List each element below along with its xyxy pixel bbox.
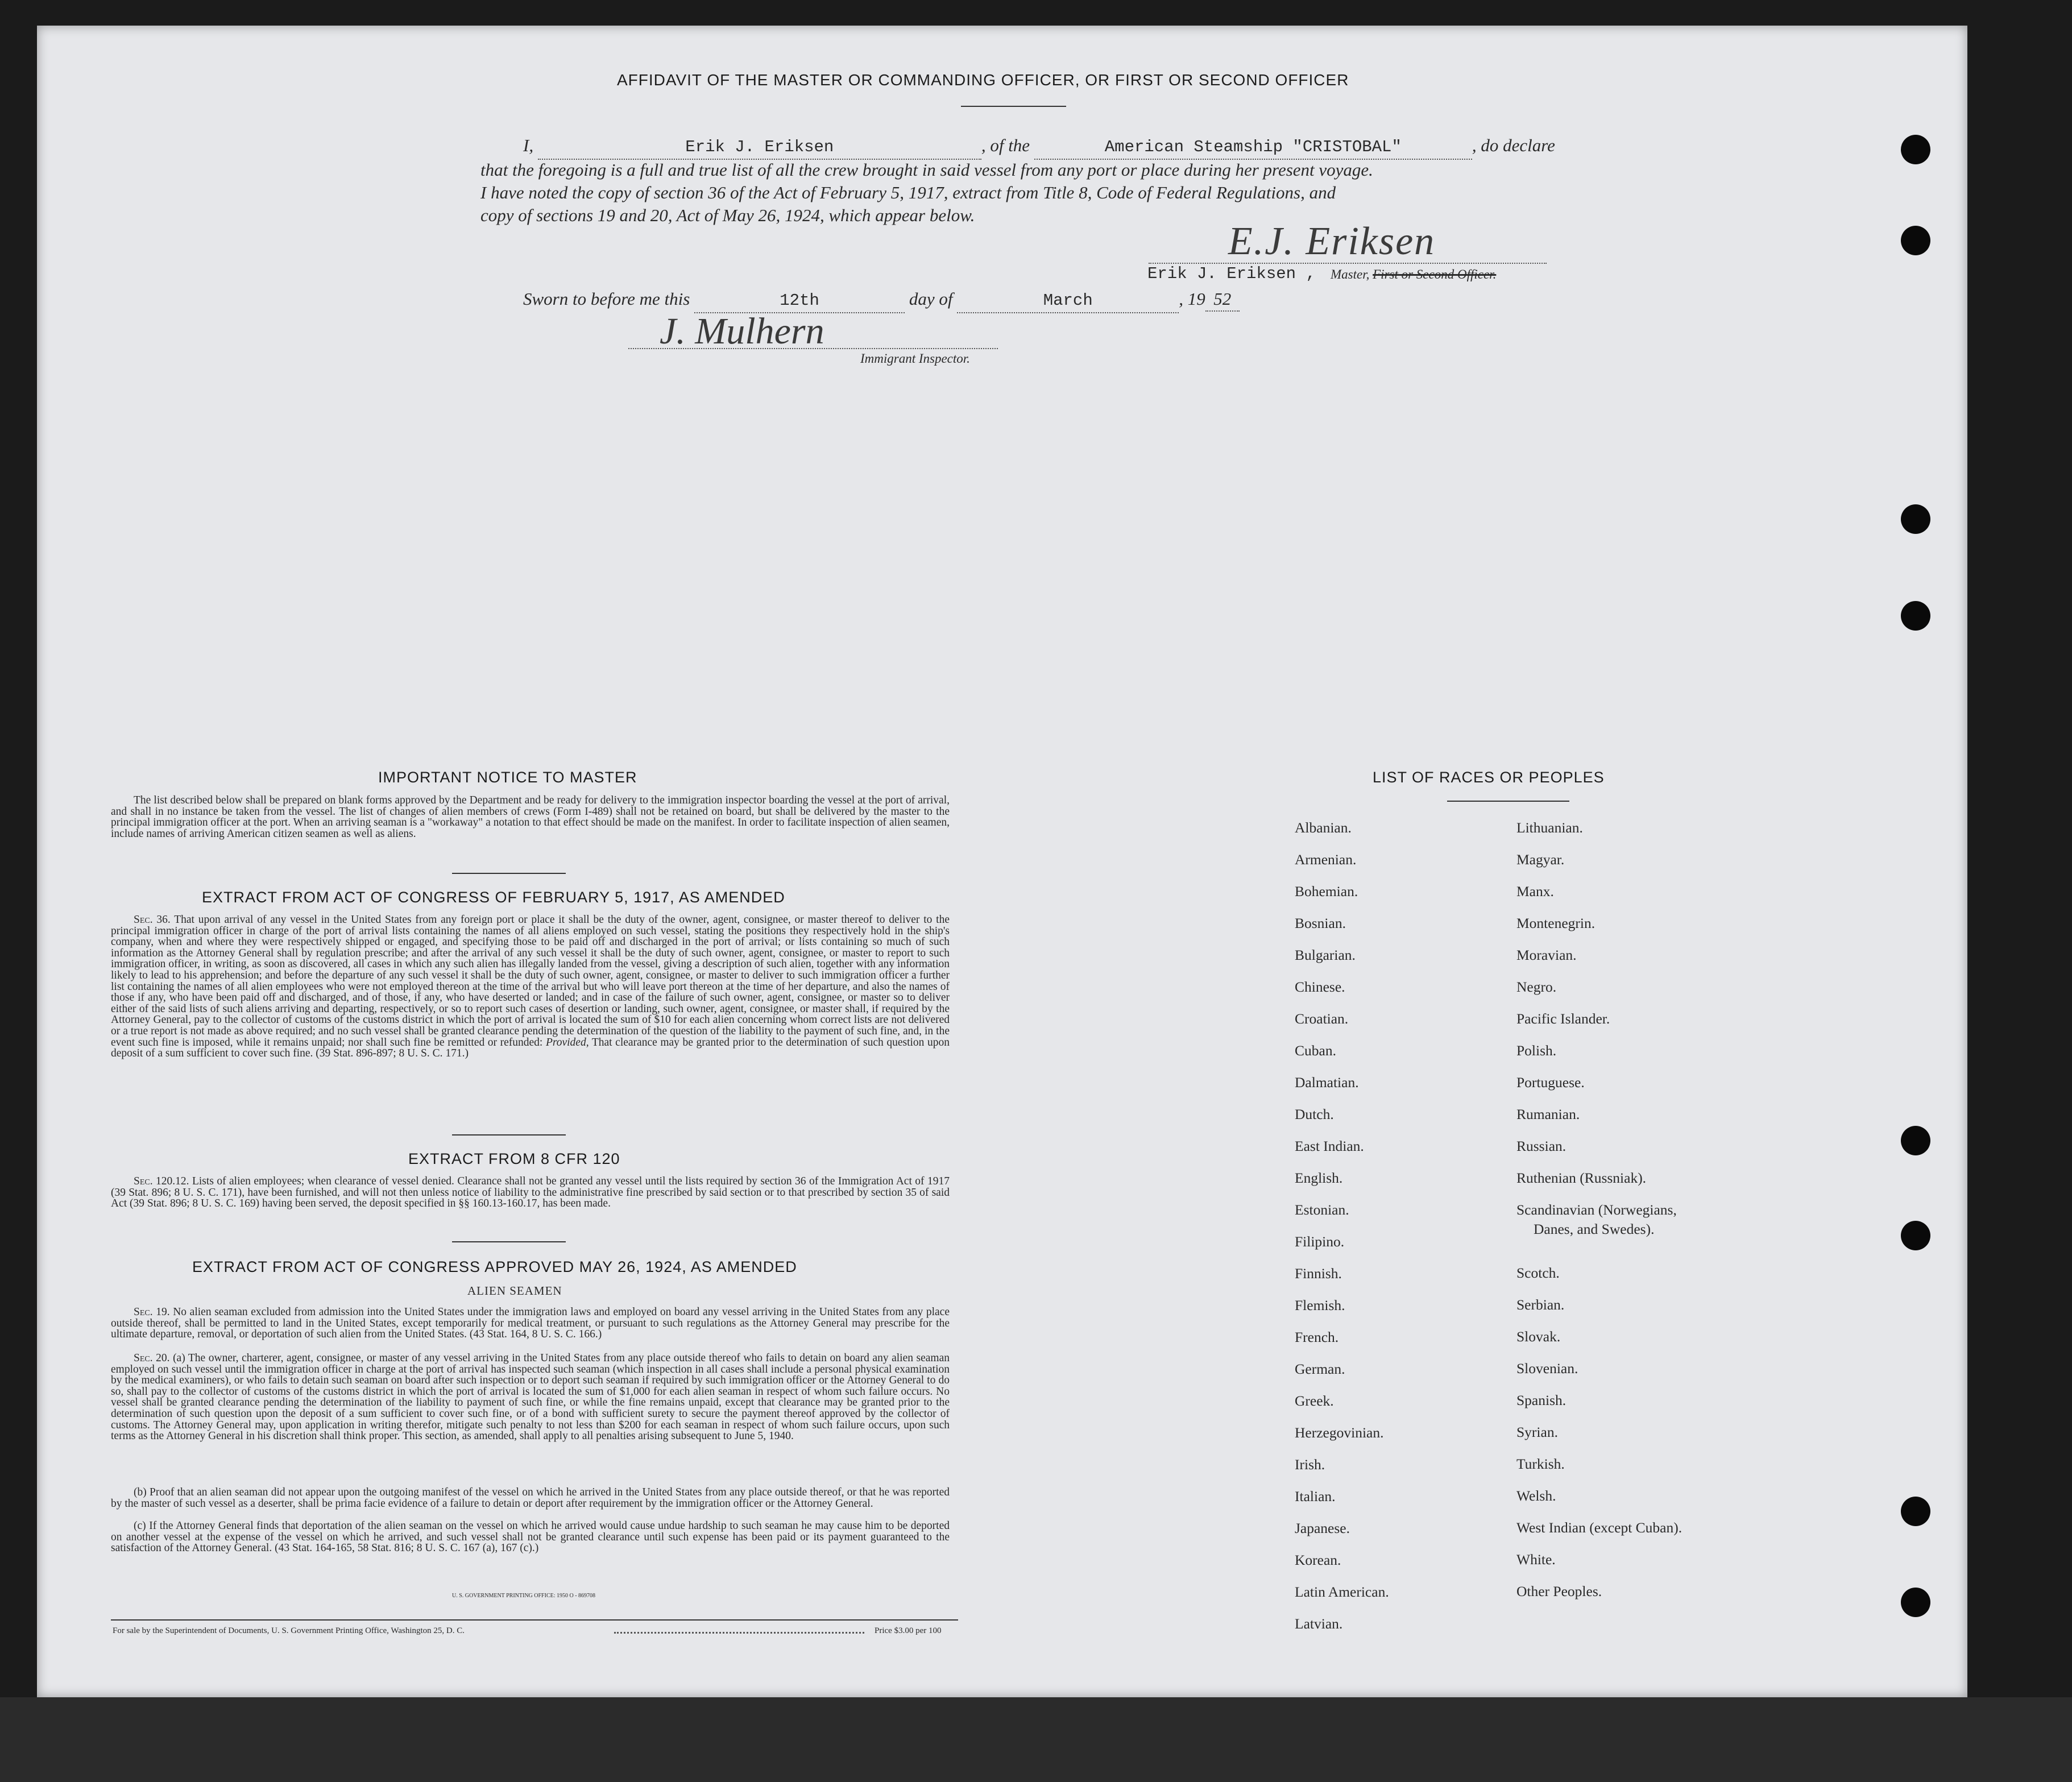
extract-cfr-rule	[452, 1241, 566, 1242]
printing-office-note: U. S. GOVERNMENT PRINTING OFFICE: 1950 O - 869708	[452, 1593, 596, 1599]
race-item: Latvian.	[1295, 1615, 1343, 1632]
race-item: Greek.	[1295, 1393, 1334, 1409]
race-item: Serbian.	[1516, 1296, 1565, 1313]
race-item: Slovak.	[1516, 1328, 1561, 1345]
race-item: Bosnian.	[1295, 915, 1346, 931]
race-item: Irish.	[1295, 1456, 1325, 1473]
binder-hole-6	[1901, 1221, 1930, 1250]
race-item: Negro.	[1516, 979, 1557, 995]
race-item: Filipino.	[1295, 1233, 1345, 1250]
sec36-body-post: That clearance may be granted prior to the determination of such question upon deposit of a sum sufficient to cover such fine. (39 Stat. 896-897; 8 U. S. C. 171.)	[111, 1036, 950, 1060]
vessel-name-field: American Steamship "CRISTOBAL"	[1034, 135, 1472, 160]
affidavit-title: AFFIDAVIT OF THE MASTER OR COMMANDING OFFICER, OR FIRST OR SECOND OFFICER	[617, 71, 1349, 89]
sec19-text: No alien seaman excluded from admission into the United States under the immigration laws and employed on board any vessel arriving in the United States from any place outside thereof, shall be permitted to land in the United States, except temporarily for medical treatment, or pursuant to such regulations as the Attorney General may prescribe for the ultimate departure, removal, or deportation of such alien from the United States. (43 Stat. 164, 8 U. S. C. 166.)	[111, 1306, 950, 1341]
notice-body: The list described below shall be prepared on blank forms approved by the Department and be ready for delivery to the immigration inspector boarding the vessel at the port of arrival, and shall in no instance be taken from the vessel. The list of changes of alien members of crews (Form I-489) shall not be retained on board, but shall be delivered by the master to the principal immigration officer at the port. When an arriving seaman is a "workaway" a notation to that effect should be made on the manifest. In order to facilitate inspection of alien seamen, include names of arriving American citizen seamen as well as aliens.	[111, 794, 950, 840]
race-item: Ruthenian (Russniak).	[1516, 1170, 1647, 1186]
sec36-body-pre: That upon arrival of any vessel in the United States from any foreign port or place it shall be the duty of the owner, agent, consignee, or master thereof to deliver to the principal immigration officer in charge of the port of arrival lists containing the names of all aliens employed on such vessel, stating the positions they respectively hold in the ship's company, when and where they were respectively shipped or engaged, and specifying those to be paid off and discharged in the port of arrival; or lists containing so much of such information as the Attorney General shall by regulation prescribe; and after the arrival of any such vessel it shall be the duty of such owner, agent, consignee, or master to report to such immigration officer, in writing, as soon as discovered, all cases in which any such alien has illegally landed from the vessel, giving a description of such alien, together with any information likely to lead to his apprehension; and before the departure of any such vessel it shall be the duty of such owner, agent, consignee, or master to deliver to such immigration officer a further list containing the names of all alien employees who were not employed thereon at the time of the arrival but who will leave port thereon at the time of her departure, and also the names of those if any, who have been paid off and discharged, and of those, if any, who have deserted or landed; and in case of the failure of such owner, agent, consignee, or master so to deliver either of the said lists of such aliens arriving and departing, respectively, or so to report such cases of desertion or landing, such owner, agent, consignee, or master shall, if required by the Attorney General, pay to the collector of customs of the customs district in which the port of arrival is located the sum of $10 for each alien concerning whom correct lists are not delivered or a true report is not made as above required; and no such vessel shall be granted clearance pending the determination of the question of the liability to the payment of such fine, and, in the event such fine is imposed, while it remains unpaid; nor shall such fine be remitted or refunded:	[111, 914, 950, 1049]
race-item: Portuguese.	[1516, 1074, 1585, 1091]
do-declare-label: , do declare	[1472, 135, 1555, 155]
races-title: LIST OF RACES OR PEOPLES	[1373, 769, 1605, 786]
race-item: Dalmatian.	[1295, 1074, 1359, 1091]
race-item: Slovenian.	[1516, 1360, 1578, 1377]
affidavit-line-4: copy of sections 19 and 20, Act of May 26, 1924, which appear below.	[480, 205, 975, 225]
extract-1917-body	[111, 914, 950, 1059]
race-item: Chinese.	[1295, 979, 1345, 995]
sworn-line	[523, 287, 1240, 313]
race-item: Scotch.	[1516, 1265, 1560, 1281]
price-note: Price $3.00 per 100	[875, 1626, 942, 1635]
race-item: Other Peoples.	[1516, 1583, 1602, 1599]
extract-cfr-body	[111, 1176, 950, 1209]
binder-hole-3	[1901, 504, 1930, 534]
sworn-label: Sworn to before me this	[523, 289, 690, 309]
race-item: French.	[1295, 1329, 1339, 1345]
race-item: Estonian.	[1295, 1201, 1349, 1218]
sec20a-text: (a) The owner, charterer, agent, consignee, or master of any vessel arriving in the United States from any place outside thereof who fails to detain on board any alien seaman employed on such vessel until the immigration officer in charge at the port of arrival has inspected such seaman (which inspection in all cases shall include a personal physical examination by the medical examiners), or who fails to detain such seaman on board after such inspection or to deport such seaman if required by such immigration officer or the Attorney General to do so, shall pay to the collector of customs of the customs district in which the port of arrival is located the sum of $1,000 for each alien seaman in respect of whom such failure occurs. No vessel shall be granted clearance pending the determination of the liability to payment of such fine, or while the fine remains unpaid, except that clearance may be granted prior to the determination of such question upon the deposit of a sum sufficient to cover such fine, or of a bond with sufficient surety to secure the payment thereof approved by the collector of customs. The Attorney General may, upon application in writing therefor, mitigate such penalty to not less than $200 for each seaman in respect of whom such failure occurs, upon such terms as the Attorney General in his discretion shall think proper. This section, as amended, shall apply to all penalties arising subsequent to June 5, 1940.	[111, 1352, 950, 1443]
notice-rule	[452, 873, 566, 874]
of-the-label: , of the	[981, 135, 1030, 155]
binder-hole-7	[1901, 1497, 1930, 1526]
sec36-label: Sec. 36.	[134, 914, 171, 926]
sec36-provided: Provided,	[545, 1036, 589, 1049]
sec120-body: Lists of alien employees; when clearance of vessel denied. Clearance shall not be granted any vessel until the lists required by section 36 of the Immigration Act of 1917 (39 Stat. 896; 8 U. S. C. 171), have been furnished, and will not then unless notice of liability to the administrative fine prescribed by said section or to that prescribed by section 35 of said Act (39 Stat. 896; 8 U. S. C. 169) having been served, the deposit specified in §§ 160.13-160.17, has been made.	[111, 1175, 950, 1210]
master-signature: E.J. Eriksen	[1228, 219, 1436, 263]
race-item: Spanish.	[1516, 1392, 1567, 1408]
race-item: Manx.	[1516, 883, 1554, 900]
binder-hole-8	[1901, 1588, 1930, 1617]
race-item: Lithuanian.	[1516, 819, 1583, 836]
race-item: Montenegrin.	[1516, 915, 1596, 931]
race-item: Scandinavian (Norwegians,	[1516, 1201, 1677, 1218]
race-item: Turkish.	[1516, 1456, 1565, 1472]
i-label: I,	[523, 135, 534, 155]
affidavit-title-rule	[961, 106, 1066, 107]
race-item: Flemish.	[1295, 1297, 1345, 1313]
master-signature-line	[1149, 263, 1547, 264]
race-item: Cuban.	[1295, 1042, 1336, 1059]
inspector-signature: J. Mulhern	[660, 310, 824, 352]
officer-title-struck: First or Second Officer.	[1373, 267, 1497, 281]
race-item: Welsh.	[1516, 1487, 1556, 1504]
race-item: Dutch.	[1295, 1106, 1334, 1122]
races-rule	[1447, 801, 1569, 802]
binder-hole-2	[1901, 226, 1930, 255]
affidavit-line-2: that the foregoing is a full and true list of all the crew brought in said vessel from any port or place during her present voyage.	[480, 160, 1373, 180]
sec20c-body: (c) If the Attorney General finds that deportation of the alien seaman on the vessel on which he arrived would cause undue hardship to such seaman he may cause him to be deported on another vessel at the expense of the vessel on which he arrived, and such vessel shall not be granted clearance until such expense has been paid or its payment guaranteed to the satisfaction of the Attorney General. (43 Stat. 164-165, 58 Stat. 816; 8 U. S. C. 167 (a), 167 (c).)	[111, 1520, 950, 1555]
race-item: Pacific Islander.	[1516, 1010, 1610, 1027]
immigrant-inspector-label: Immigrant Inspector.	[860, 351, 970, 366]
race-item: Latin American.	[1295, 1584, 1389, 1600]
affidavit-line-3: I have noted the copy of section 36 of the Act of February 5, 1917, extract from Title 8, Code of Federal Regulations, and	[480, 183, 1336, 202]
race-item: Bulgarian.	[1295, 947, 1356, 963]
race-item: Danes, and Swedes).	[1534, 1221, 1655, 1237]
sworn-month-field: March	[957, 289, 1179, 313]
race-item: Armenian.	[1295, 851, 1357, 868]
sworn-day-field: 12th	[694, 289, 905, 313]
race-item: Croatian.	[1295, 1010, 1349, 1027]
race-item: Syrian.	[1516, 1424, 1558, 1440]
extract-1917-title: EXTRACT FROM ACT OF CONGRESS OF FEBRUARY 5, 1917, AS AMENDED	[202, 889, 785, 906]
extract-1924-subtitle: ALIEN SEAMEN	[467, 1284, 562, 1298]
race-item: Rumanian.	[1516, 1106, 1580, 1122]
binder-hole-4	[1901, 601, 1930, 631]
race-item: German.	[1295, 1361, 1345, 1377]
notice-title: IMPORTANT NOTICE TO MASTER	[378, 769, 637, 786]
officer-title-master: Master,	[1331, 267, 1370, 281]
race-item: Korean.	[1295, 1552, 1341, 1568]
race-item: Albanian.	[1295, 819, 1352, 836]
extract-cfr-title: EXTRACT FROM 8 CFR 120	[408, 1150, 620, 1167]
sec20-label: Sec. 20.	[134, 1352, 170, 1364]
race-item: Japanese.	[1295, 1520, 1350, 1536]
sec20b-body: (b) Proof that an alien seaman did not appear upon the outgoing manifest of the vessel on which he arrived in the United States from any place outside thereof, or that he was reported by the master of such vessel as a deserter, shall be prima facie evidence of a failure to detain or deport after requirement by the immigration officer or the Attorney General.	[111, 1486, 950, 1510]
footer-rule	[111, 1619, 958, 1621]
race-item: Italian.	[1295, 1488, 1336, 1505]
extract-1917-rule	[452, 1134, 566, 1135]
sec19-body	[111, 1307, 950, 1340]
officer-title	[1331, 267, 1496, 282]
footer-leader	[614, 1632, 864, 1634]
sworn-year-field: 52	[1205, 287, 1240, 312]
race-item: Magyar.	[1516, 851, 1565, 868]
race-item: Herzegovinian.	[1295, 1424, 1384, 1441]
races-column-2	[1516, 812, 1682, 1607]
race-item: Finnish.	[1295, 1265, 1342, 1282]
binder-hole-5	[1901, 1126, 1930, 1155]
affidavit-line-1	[523, 134, 1555, 160]
race-item: Polish.	[1516, 1042, 1557, 1059]
scan-background	[0, 1697, 2072, 1782]
master-name-field: Erik J. Eriksen	[538, 135, 981, 160]
race-item: White.	[1516, 1551, 1556, 1568]
race-item: East Indian.	[1295, 1138, 1364, 1154]
for-sale-note: For sale by the Superintendent of Documents, U. S. Government Printing Office, Washington 25, D. C.	[113, 1626, 465, 1635]
race-item: Moravian.	[1516, 947, 1577, 963]
day-of-label: day of	[909, 289, 953, 309]
sec19-label: Sec. 19.	[134, 1306, 170, 1318]
race-item: Russian.	[1516, 1138, 1567, 1154]
extract-1924-title: EXTRACT FROM ACT OF CONGRESS APPROVED MAY 26, 1924, AS AMENDED	[192, 1258, 797, 1275]
race-item: English.	[1295, 1170, 1343, 1186]
binder-hole-1	[1901, 135, 1930, 164]
race-item: Bohemian.	[1295, 883, 1358, 900]
inspector-signature-line	[628, 348, 998, 349]
sec20a-body	[111, 1353, 950, 1442]
sec120-label: Sec. 120.12.	[134, 1175, 189, 1187]
typed-master-name: Erik J. Eriksen ,	[1147, 264, 1316, 283]
races-column-1	[1295, 812, 1389, 1640]
race-item: West Indian (except Cuban).	[1516, 1519, 1683, 1536]
year-prefix: , 19	[1179, 289, 1205, 309]
